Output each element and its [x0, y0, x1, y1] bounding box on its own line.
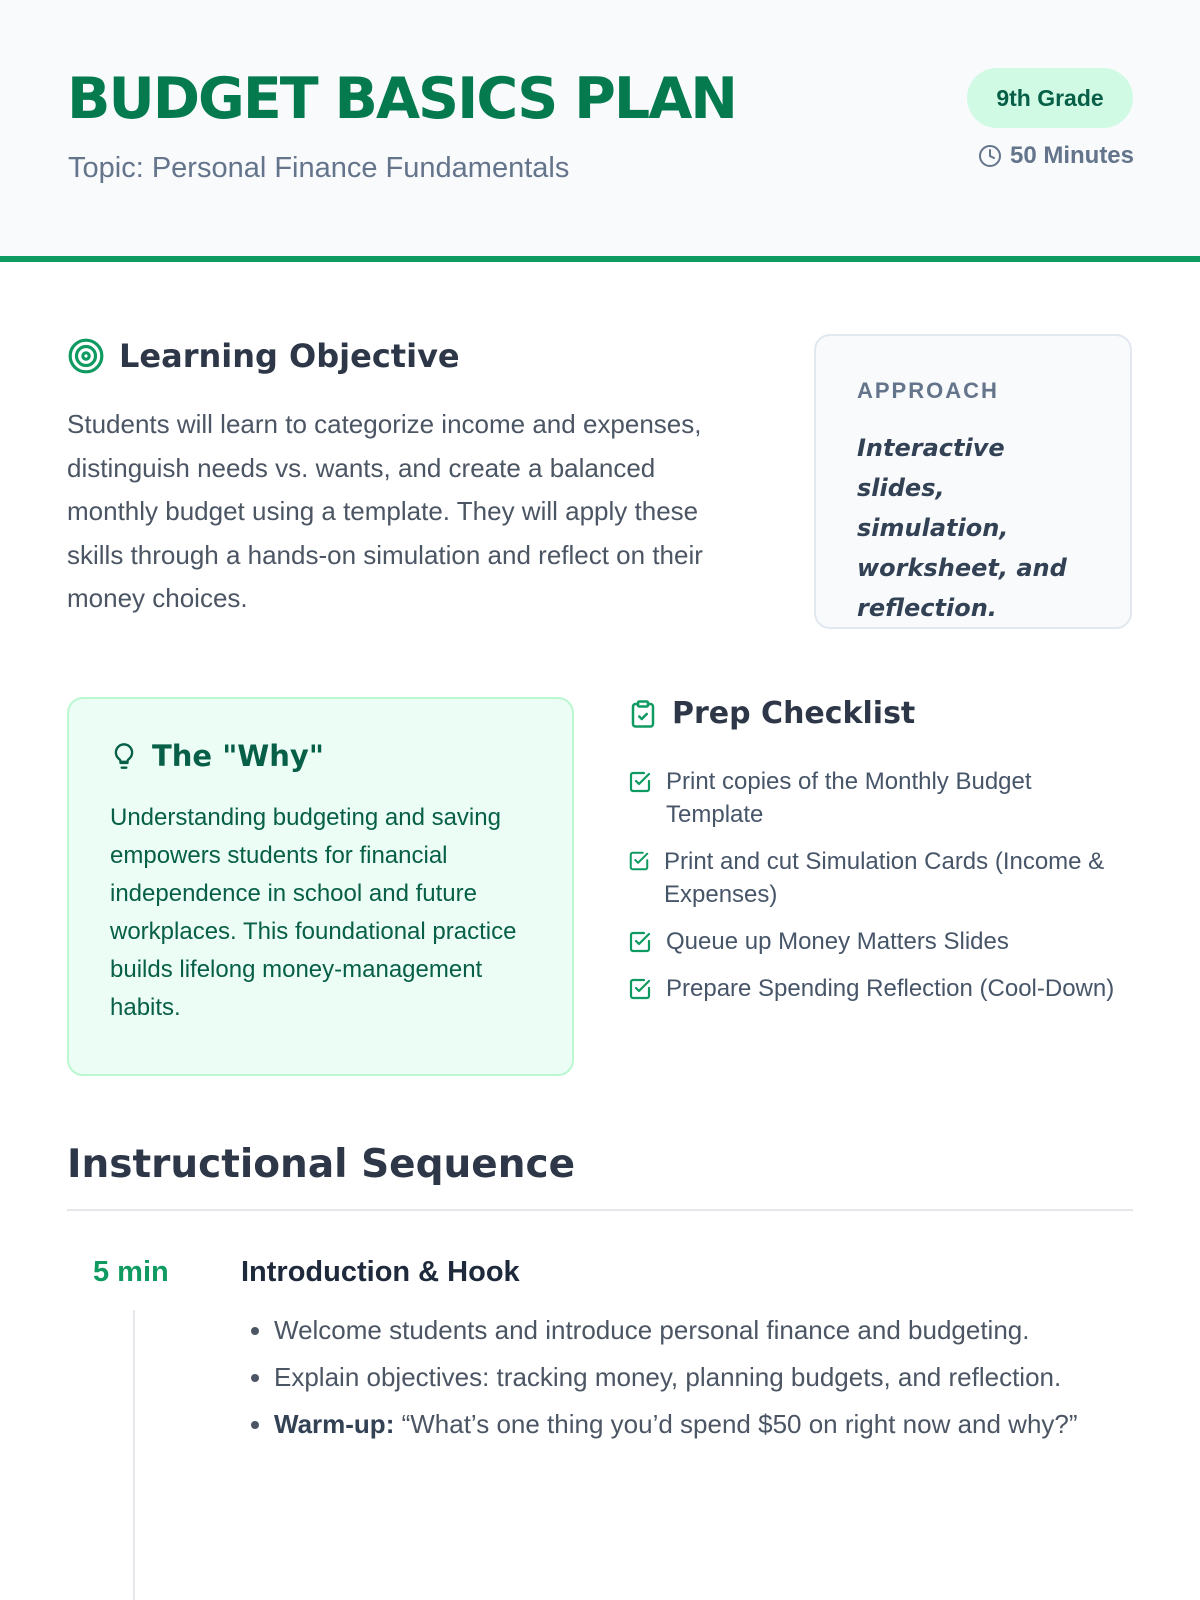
step-bullet: • Welcome students and introduce personal finance and budgeting. — [274, 1310, 1154, 1350]
why-heading: The "Why" — [152, 739, 324, 773]
duration-info — [978, 142, 1134, 170]
lightbulb-icon — [110, 741, 138, 771]
checklist-item[interactable] — [628, 925, 1133, 958]
clock-icon — [978, 144, 1002, 168]
checkbox-checked-icon[interactable] — [628, 770, 652, 794]
warmup-label: Warm-up: — [274, 1409, 395, 1439]
section-divider — [67, 1209, 1133, 1211]
checklist-item-label: Print and cut Simulation Cards (Income & Expenses) — [664, 848, 1105, 908]
why-heading-row — [110, 739, 532, 773]
checklist-item[interactable] — [628, 845, 1133, 911]
duration-label: 50 Minutes — [1009, 142, 1134, 169]
step-bullet — [274, 1404, 1154, 1444]
checkbox-checked-icon[interactable] — [628, 850, 650, 872]
page-subtitle: Topic: Personal Finance Fundamentals — [68, 152, 570, 184]
checklist-item-label: Print copies of the Monthly Budget Template — [666, 768, 1032, 828]
step-bullet: • Explain objectives: tracking money, planning budgets, and reflection. — [274, 1357, 1154, 1397]
approach-text: Interactive slides, simulation, worksheet, and reflection. — [857, 434, 1067, 622]
timeline-line — [133, 1310, 135, 1600]
checklist-item[interactable] — [628, 765, 1133, 831]
sequence-heading: Instructional Sequence — [67, 1142, 576, 1187]
why-card — [67, 697, 574, 1076]
page-header — [0, 0, 1200, 262]
target-icon — [67, 337, 105, 375]
clipboard-check-icon — [628, 697, 658, 731]
why-text: Understanding budgeting and saving empowers students for financial independence in school and future workplaces. This foundational practice builds lifelong money-management habits. — [110, 804, 517, 1021]
warmup-text: “What’s one thing you’d spend $50 on right now and why?” — [394, 1409, 1078, 1439]
step-bullets — [241, 1310, 1154, 1451]
step-time: 5 min — [93, 1256, 169, 1288]
prep-checklist — [628, 765, 1133, 1019]
page-title: BUDGET BASICS PLAN — [67, 66, 737, 132]
checkbox-checked-icon[interactable] — [628, 930, 652, 954]
step-title: Introduction & Hook — [241, 1256, 520, 1288]
approach-label: APPROACH — [857, 378, 999, 403]
grade-badge: 9th Grade — [967, 68, 1133, 128]
approach-card — [814, 334, 1132, 629]
checklist-item-label: Queue up Money Matters Slides — [666, 928, 1009, 955]
checklist-heading: Prep Checklist — [672, 696, 916, 731]
objective-heading-row — [67, 337, 460, 375]
checkbox-checked-icon[interactable] — [628, 977, 652, 1001]
objective-heading: Learning Objective — [119, 337, 460, 375]
checklist-heading-row — [628, 696, 915, 731]
checklist-item[interactable] — [628, 972, 1133, 1005]
checklist-item-label: Prepare Spending Reflection (Cool-Down) — [666, 975, 1115, 1002]
objective-text: Students will learn to categorize income and expenses, distinguish needs vs. wants, and create a balanced monthly budget using a template. They will apply these skills through a hands-on simulation and reflect on their money choices. — [67, 409, 703, 613]
